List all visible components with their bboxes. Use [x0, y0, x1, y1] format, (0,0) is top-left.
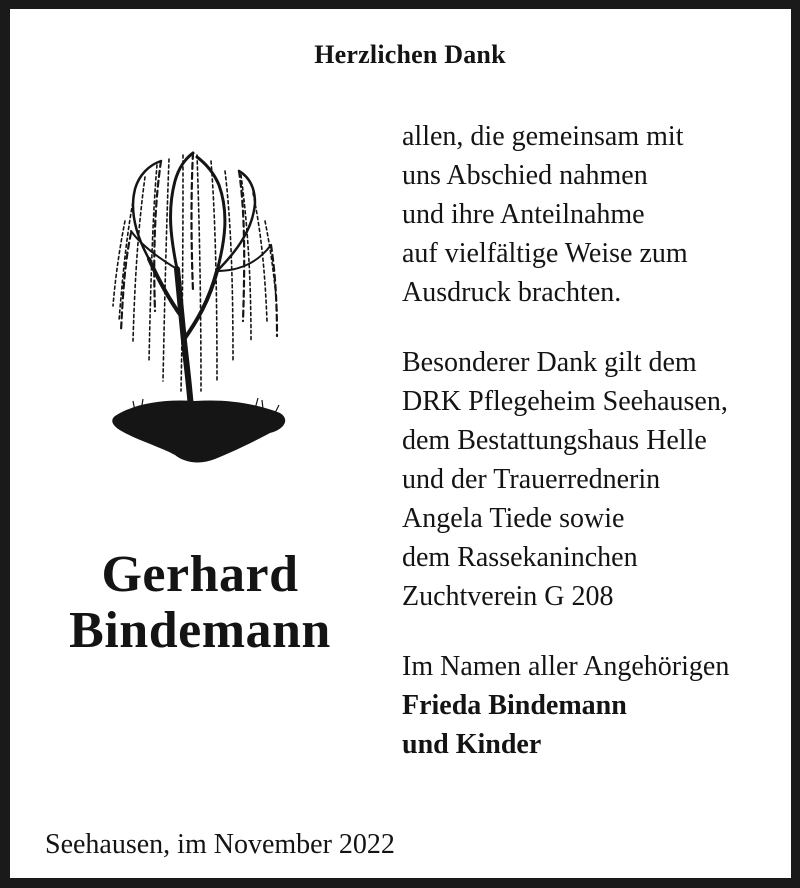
thanks-line: uns Abschied nahmen — [402, 160, 648, 191]
signature-block — [402, 647, 792, 764]
signature-name: Frieda Bindemann — [402, 690, 627, 721]
special-thanks-paragraph — [402, 343, 792, 616]
special-thanks-line: Angela Tiede sowie — [402, 503, 625, 534]
weeping-willow-icon — [105, 141, 295, 469]
special-thanks-line: Zuchtverein G 208 — [402, 581, 614, 612]
thanks-line: auf vielfältige Weise zum — [402, 238, 688, 269]
special-thanks-line: Besonderer Dank gilt dem — [402, 347, 697, 378]
deceased-name — [30, 547, 370, 659]
thanks-paragraph — [402, 117, 792, 312]
message-column — [402, 117, 792, 764]
place-date: Seehausen, im November 2022 — [45, 829, 395, 860]
special-thanks-line: dem Bestattungshaus Helle — [402, 425, 707, 456]
signature-name: und Kinder — [402, 729, 542, 760]
deceased-first-name: Gerhard — [101, 546, 299, 603]
thanks-line: und ihre Anteilnahme — [402, 199, 645, 230]
special-thanks-line: und der Trauerrednerin — [402, 464, 661, 495]
signature-intro: Im Namen aller Angehörigen — [402, 651, 730, 682]
special-thanks-line: dem Rassekaninchen — [402, 542, 638, 573]
deceased-last-name: Bindemann — [69, 602, 331, 659]
special-thanks-line: DRK Pflegeheim Seehausen, — [402, 386, 728, 417]
thanks-line: Ausdruck brachten. — [402, 277, 622, 308]
notice-heading: Herzlichen Dank — [314, 40, 506, 69]
thanks-line: allen, die gemeinsam mit — [402, 121, 684, 152]
